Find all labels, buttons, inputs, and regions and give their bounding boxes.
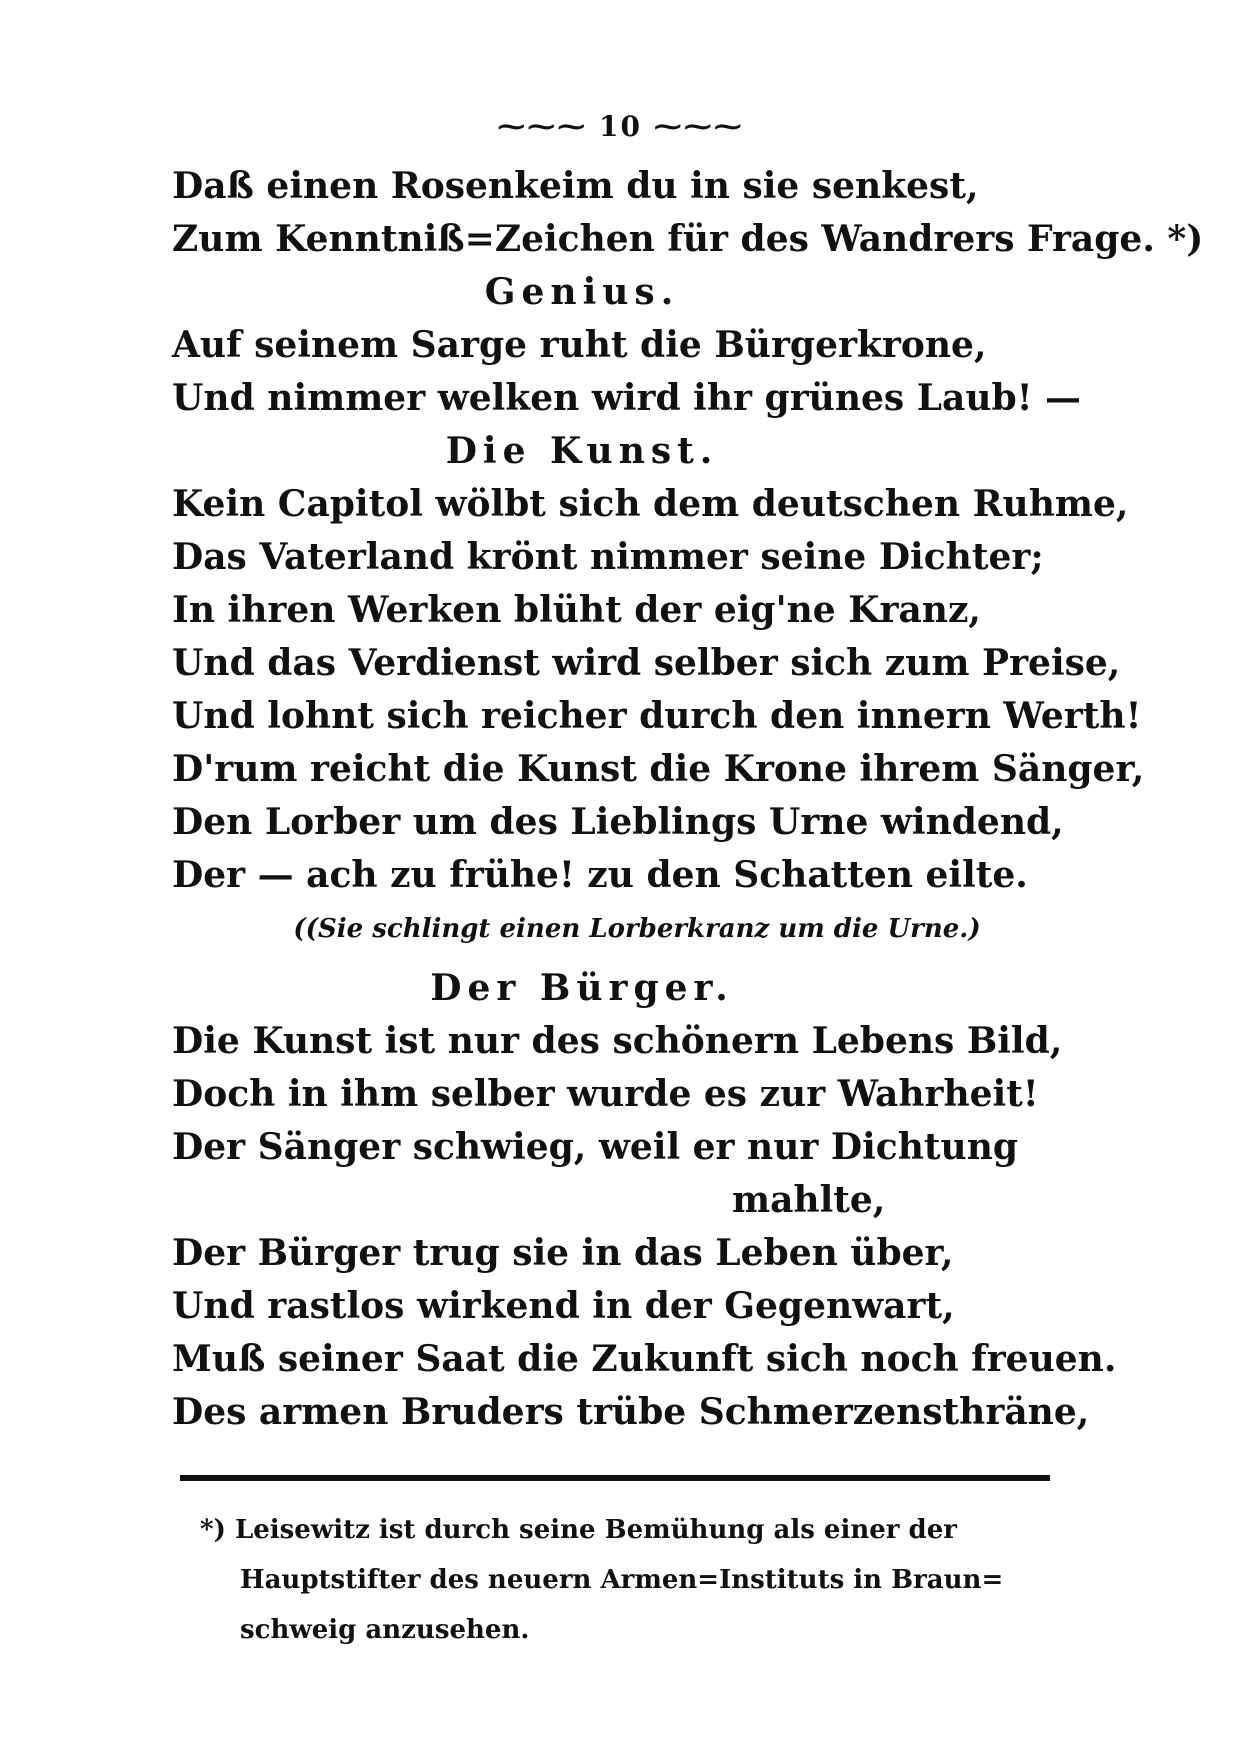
verse-line: Und das Verdienst wird selber sich zum Preise, xyxy=(172,642,1121,684)
poem-text xyxy=(172,160,1204,1439)
header-ornament-left: ⁓⁓⁓ xyxy=(497,110,600,143)
footnote xyxy=(200,1505,1060,1655)
page-number: 10 xyxy=(599,110,642,143)
verse-line: Den Lorber um des Lieblings Urne windend, xyxy=(172,801,1064,843)
verse-line: In ihren Werken blüht der eig'ne Kranz, xyxy=(172,589,981,631)
header-ornament-right: ⁓⁓⁓ xyxy=(641,110,744,143)
verse-line: Die Kunst ist nur des schönern Lebens Bild, xyxy=(172,1020,1063,1062)
verse-line: Zum Kenntniß=Zeichen für des Wandrers Frage. *) xyxy=(172,218,1204,260)
footnote-line: *) Leisewitz ist durch seine Bemühung als einer der xyxy=(200,1515,957,1545)
verse-line: Kein Capitol wölbt sich dem deutschen Ruhme, xyxy=(172,483,1129,525)
verse-line: Der Sänger schwieg, weil er nur Dichtung xyxy=(172,1126,1019,1168)
verse-line: Auf seinem Sarge ruht die Bürgerkrone, xyxy=(172,324,987,366)
speaker-kunst: Die Kunst. xyxy=(445,430,719,472)
footnote-divider xyxy=(180,1475,1050,1481)
footnote-line: Hauptstifter des neuern Armen=Instituts in Braun= xyxy=(240,1565,1004,1595)
verse-line: Doch in ihm selber wurde es zur Wahrheit! xyxy=(172,1073,1039,1115)
verse-line: Der — ach zu frühe! zu den Schatten eilte. xyxy=(172,854,1028,896)
verse-line: Und nimmer welken wird ihr grünes Laub! — xyxy=(172,377,1082,419)
verse-line: Und lohnt sich reicher durch den innern Werth! xyxy=(172,695,1142,737)
verse-line: D'rum reicht die Kunst die Krone ihrem Sänger, xyxy=(172,748,1145,790)
verse-line: Das Vaterland krönt nimmer seine Dichter; xyxy=(172,536,1044,578)
verse-line: Und rastlos wirkend in der Gegenwart, xyxy=(172,1285,955,1327)
stage-direction: ((Sie schlingt einen Lorberkranz um die Urne.) xyxy=(293,914,981,944)
verse-line: Der Bürger trug sie in das Leben über, xyxy=(172,1232,954,1274)
footnote-line: schweig anzusehen. xyxy=(240,1615,530,1645)
speaker-genius: Genius. xyxy=(484,271,680,313)
verse-line: Muß seiner Saat die Zukunft sich noch freuen. xyxy=(172,1338,1117,1380)
page-header xyxy=(0,110,1241,143)
speaker-buerger: Der Bürger. xyxy=(430,967,734,1009)
verse-line: Des armen Bruders trübe Schmerzensthräne, xyxy=(172,1391,1090,1433)
verse-line-continuation: mahlte, xyxy=(732,1179,886,1221)
verse-line: Daß einen Rosenkeim du in sie senkest, xyxy=(172,165,979,207)
